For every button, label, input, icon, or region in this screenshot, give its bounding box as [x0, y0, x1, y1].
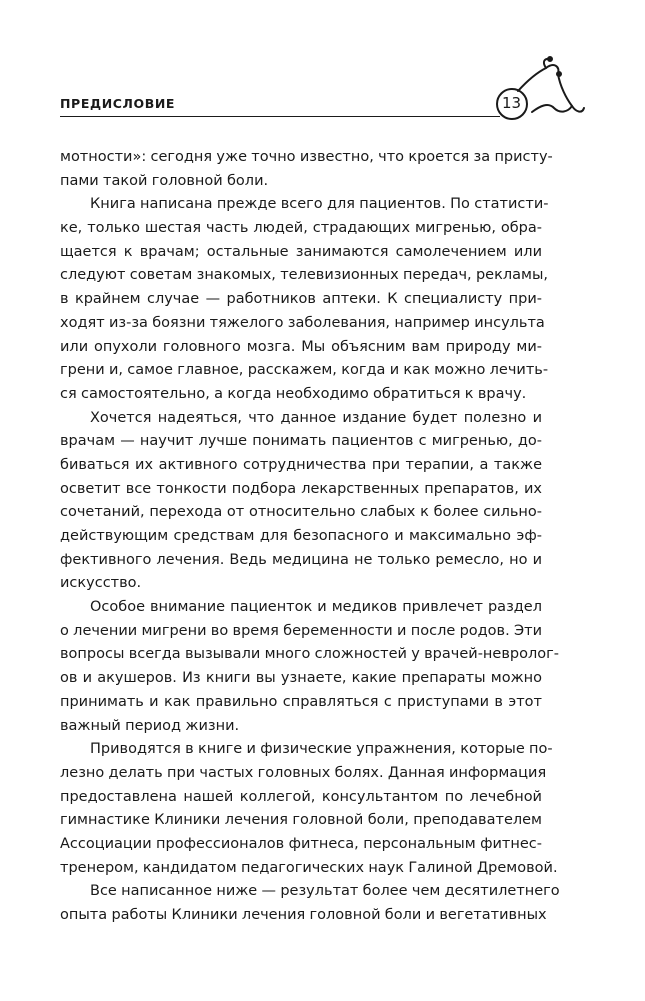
- text-line: о лечении мигрени во время беременности и после родов. Эти: [60, 622, 542, 639]
- text-line: грени и, самое главное, расскажем, когда и как можно лечить-: [60, 362, 549, 379]
- text-line: пами такой головной боли.: [60, 172, 269, 189]
- text-line: принимать и как правильно справляться с приступами в этот: [60, 693, 542, 710]
- text-line: врачам — научит лучше понимать пациентов с мигренью, до-: [60, 433, 542, 450]
- text-line: или опухоли головного мозга. Мы объясним вам природу ми-: [60, 338, 542, 355]
- text-line: осветит все тонкости подбора лекарственных препаратов, их: [60, 480, 542, 497]
- text-line: в крайнем случае — работников аптеки. К специалисту при-: [60, 291, 542, 308]
- body-text: [60, 146, 560, 928]
- text-line: ов и акушеров. Из книги вы узнаете, какие препараты можно: [60, 670, 542, 687]
- text-line: действующим средствам для безопасного и максимально эф-: [60, 528, 542, 544]
- text-line: тренером, кандидатом педагогических наук Галиной Дремовой.: [60, 859, 558, 876]
- stethoscope-icon: [488, 56, 588, 128]
- text-line: опыта работы Клиники лечения головной боли и вегетативных: [60, 907, 547, 923]
- text-line: ся самостоятельно, а когда необходимо обратиться к врачу.: [60, 385, 527, 402]
- page-number: 13: [502, 94, 522, 112]
- text-line: сочетаний, перехода от относительно слабых к более сильно-: [60, 504, 542, 521]
- text-line: Книга написана прежде всего для пациентов. По статисти-: [90, 196, 549, 213]
- text-line: мотности»: сегодня уже точно известно, что кроется за присту-: [60, 149, 553, 165]
- text-line: гимнастике Клиники лечения головной боли, преподавателем: [60, 812, 542, 829]
- text-line: искусство.: [60, 575, 142, 592]
- text-line: Ассоциации профессионалов фитнеса, персональным фитнес-: [60, 835, 542, 852]
- text-line: предоставлена нашей коллегой, консультантом по лечебной: [60, 788, 542, 805]
- text-line: фективного лечения. Ведь медицина не только ремесло, но и: [60, 551, 542, 568]
- text-line: ке, только шестая часть людей, страдающих мигренью, обра-: [60, 220, 542, 237]
- text-line: щается к врачам; остальные занимаются самолечением или: [60, 243, 542, 260]
- chapter-title: ПРЕДИСЛОВИЕ: [60, 96, 176, 111]
- text-line: Приводятся в книге и физические упражнения, которые по-: [90, 741, 553, 758]
- text-line: ходят из-за боязни тяжелого заболевания, например инсульта: [60, 314, 545, 331]
- text-line: вопросы всегда вызывали много сложностей у врачей-невролог-: [60, 646, 559, 663]
- text-line: лезно делать при частых головных болях. Данная информация: [60, 764, 547, 781]
- text-line: следуют советам знакомых, телевизионных передач, рекламы,: [60, 267, 548, 284]
- text-line: Все написанное ниже — результат более чем десятилетнего: [90, 883, 560, 900]
- text-line: биваться их активного сотрудничества при терапии, а также: [60, 456, 542, 473]
- text-line: Особое внимание пациенток и медиков привлечет раздел: [90, 599, 542, 616]
- text-line: Хочется надеяться, что данное издание будет полезно и: [90, 409, 542, 426]
- header-rule: [60, 116, 500, 117]
- text-line: важный период жизни.: [60, 717, 240, 734]
